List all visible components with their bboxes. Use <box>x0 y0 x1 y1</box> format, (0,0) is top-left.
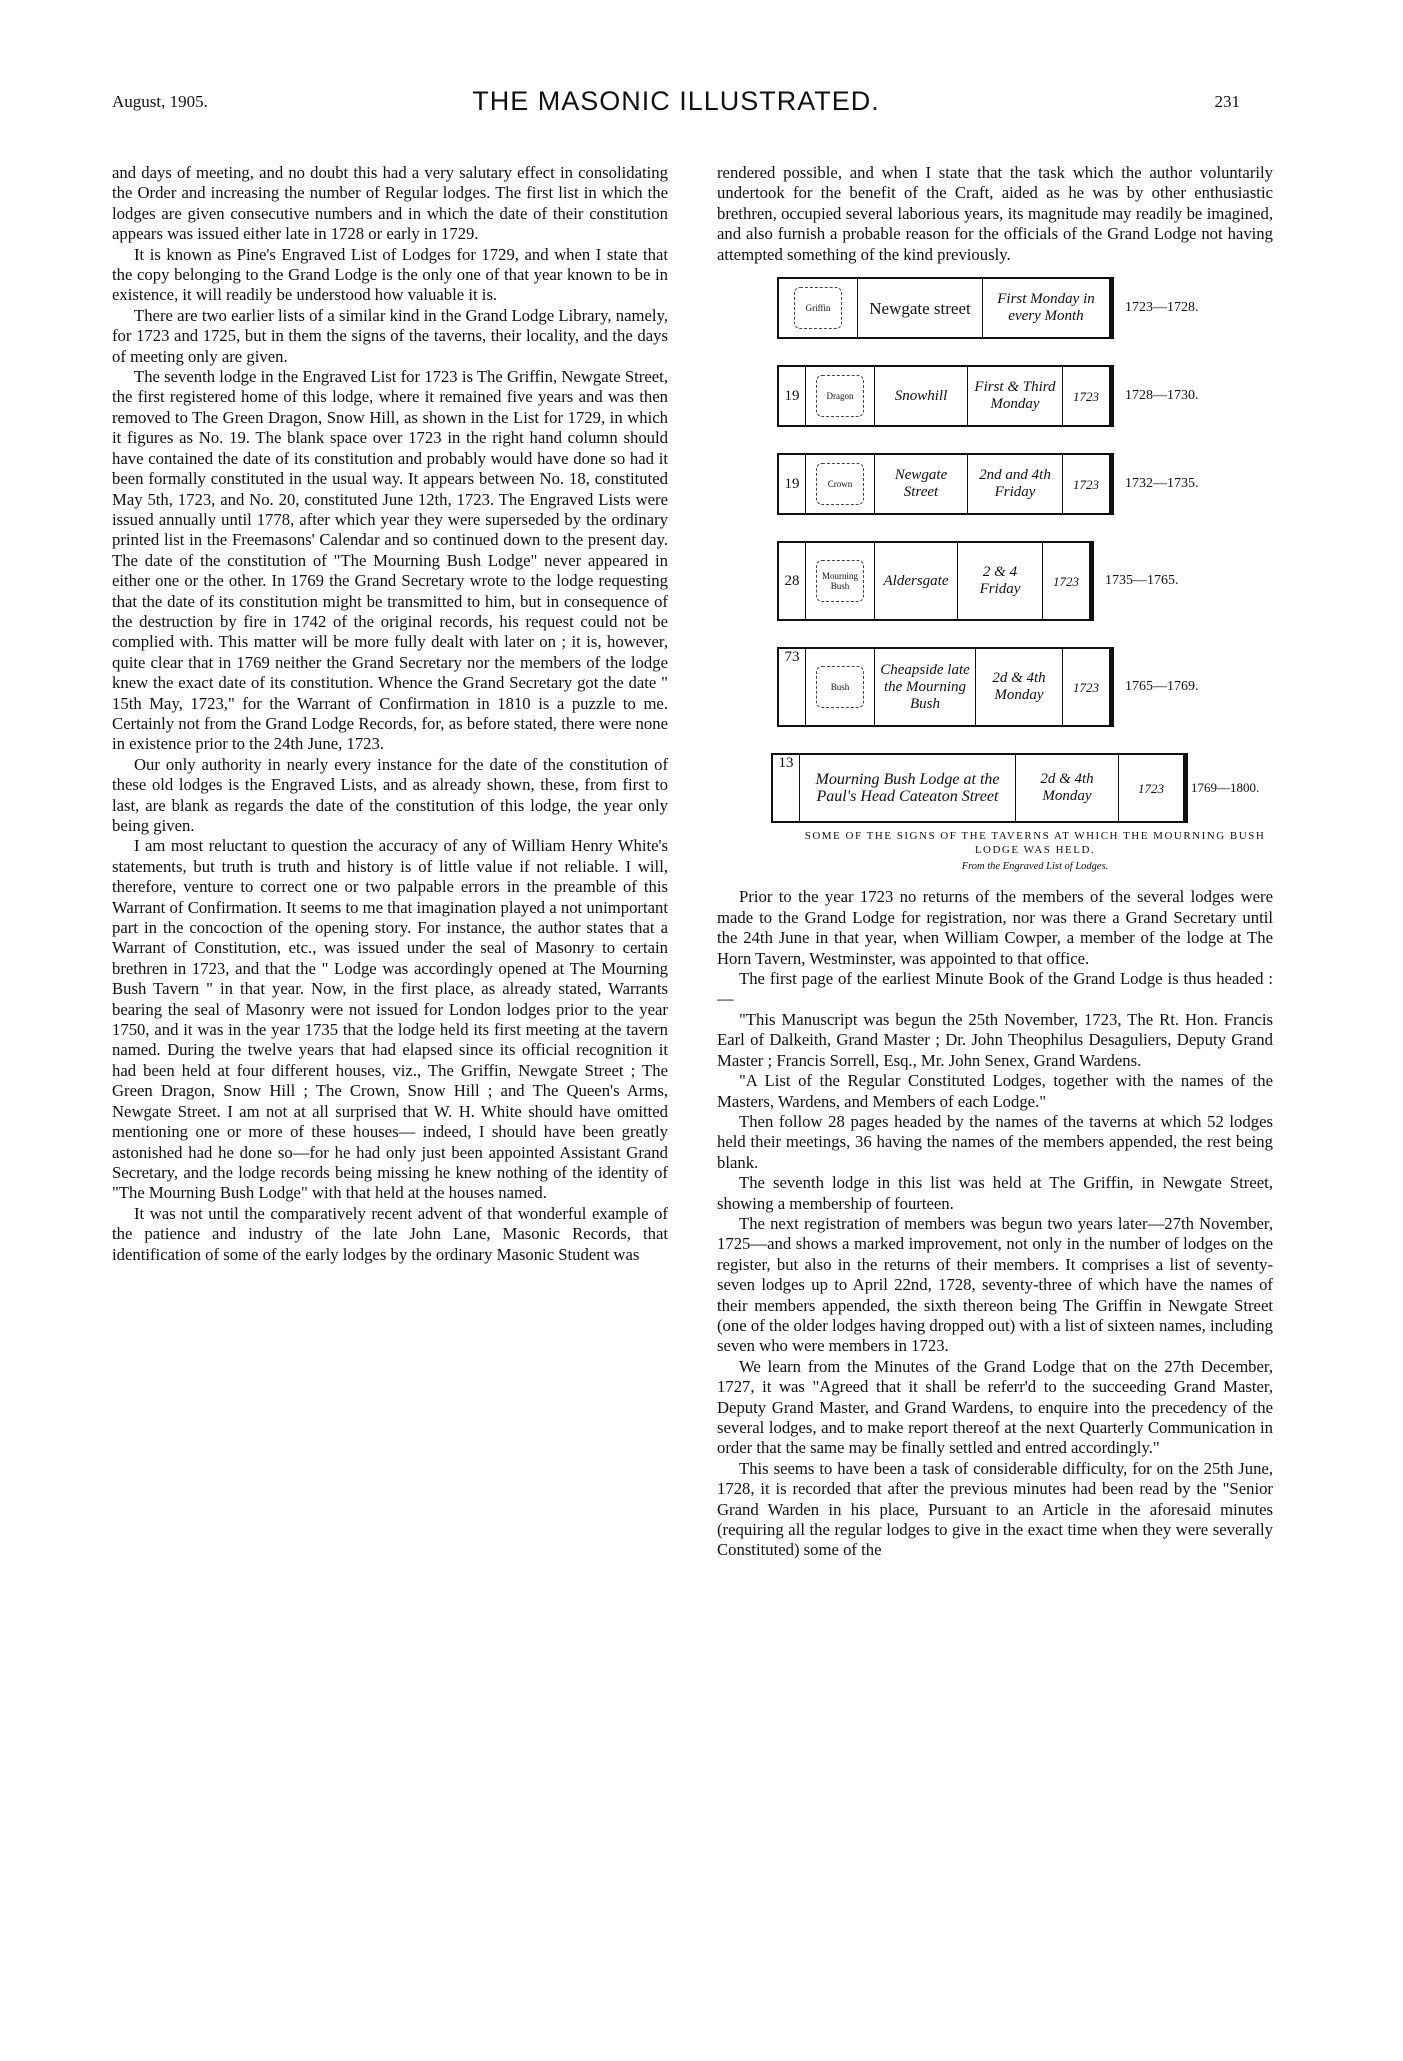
tavern-row <box>777 365 1273 427</box>
bush-sign-icon: Bush <box>816 666 864 708</box>
paragraph: I am most reluctant to question the accuracy of any of William Henry White's statements, but truth is truth and history is of little value if not reliable. I will, therefore, venture to correct one or two palpable errors in the preamble of this Warrant of Confirmation. It seems to me that imagination played a not unimportant part in the concoction of the opening story. For instance, the author states that a Warrant of Constitution, etc., was issued under the seal of Masonry to certain brethren in 1723, and that the " Lodge was accordingly opened at The Mourning Bush Tavern " in that year. Now, in the first place, as already stated, Warrants bearing the seal of Masonry were not issued for London lodges prior to the year 1750, and it was in the year 1735 that the lodge held its first meeting at the tavern named. During the twelve years that had elapsed since its official recognition it had been held at four different houses, viz., The Griffin, Newgate Street ; The Green Dragon, Snow Hill ; The Crown, Snow Hill ; and The Queen's Arms, Newgate Street. I am not at all surprised that W. H. White should have omitted mentioning one or more of these houses— indeed, I should have been greatly astonished had he done so—for he had only just been appointed Assistant Grand Secretary, and the lodge records being missing he knew nothing of the identity of "The Mourning Bush Lodge" with that held at the houses named. <box>112 836 668 1203</box>
constitution-year: 1723 <box>1053 573 1079 589</box>
masthead-title: THE MASONIC ILLUSTRATED. <box>472 86 880 116</box>
engraved-entry <box>777 647 1111 727</box>
tavern-signs-figure <box>777 277 1273 877</box>
engraved-entry <box>777 365 1111 427</box>
meeting-day: 2d & 4th Monday <box>1016 755 1119 821</box>
paragraph: The seventh lodge in the Engraved List for 1723 is The Griffin, Newgate Street, the first registered home of this lodge, where it remained five years and was then removed to The Green Dragon, Snow Hill, as shown in the List for 1729, in which it figures as No. 19. The blank space over 1723 in the right hand column should have contained the date of its constitution and probably would have done so had it been formally constituted in the usual way. It appears between No. 18, constituted May 5th, 1723, and No. 20, constituted June 12th, 1723. The Engraved Lists were issued annually until 1778, after which year they were superseded by the ordinary printed list in the Freemasons' Calendar and so continued down to the present day. The date of the constitution of "The Mourning Bush Lodge" never appeared in either one or the other. In 1769 the Grand Secretary wrote to the lodge requesting that the date of its constitution might be transmitted to him, but in consequence of the destruction by fire in 1742 of the original records, his request could not be complied with. This matter will be more fully dealt with later on ; it is, however, quite clear that in 1769 neither the Grand Secretary nor the members of the lodge knew the exact date of its constitution. Whence the Grand Secretary got the date " 15th May, 1723," for the Warrant of Confirmation in 1810 is a puzzle to me. Certainly not from the Grand Lodge Records, for, as before stated, there were none in existence prior to the 24th June, 1723. <box>112 367 668 754</box>
tavern-place: Mourning Bush Lodge at the Paul's Head Cateaton Street <box>800 755 1016 821</box>
paragraph: The first page of the earliest Minute Book of the Grand Lodge is thus headed :— <box>717 969 1273 1009</box>
lodge-number: 73 <box>779 649 806 725</box>
paragraph: "This Manuscript was begun the 25th November, 1723, The Rt. Hon. Francis Earl of Dalkeith, Grand Master ; Dr. John Theophilus Desaguliers, Deputy Grand Master ; Francis Sorrell, Esq., Mr. John Senex, Grand Wardens. <box>717 1009 1273 1070</box>
tavern-sign-cell <box>806 367 875 425</box>
tavern-sign-cell <box>806 455 875 513</box>
tenure-dates: 1728—1730. <box>1125 387 1199 403</box>
paragraph: and days of meeting, and no doubt this had a very salutary effect in consolidating the Order and increasing the number of Regular lodges. The first list in which the lodges are given consecutive numbers and in which the date of their constitution appears was issued either late in 1728 or early in 1729. <box>112 163 668 244</box>
paragraph: Our only authority in nearly every instance for the date of the constitution of these old lodges is the Engraved Lists, and as already shown, these, from first to last, are blank as regards the date of the constitution of this lodge, the year only being given. <box>112 754 668 835</box>
paragraph: This seems to have been a task of considerable difficulty, for on the 25th June, 1728, it is recorded that after the previous minutes had been read by the "Senior Grand Warden in his place, Pursuant to an Article in the aforesaid minutes (requiring all the regular lodges to give in the exact time when they were severally Constituted) some of the <box>717 1458 1273 1560</box>
tavern-sign-cell <box>806 543 875 619</box>
lodge-number: 19 <box>779 367 806 425</box>
constitution-year: 1723 <box>1073 388 1099 404</box>
tavern-row <box>777 753 1273 823</box>
paragraph: "A List of the Regular Constituted Lodges, together with the names of the Masters, Wardens, and Members of each Lodge." <box>717 1071 1273 1111</box>
crown-sign-icon: Crown <box>816 463 864 505</box>
constitution-year: 1723 <box>1073 679 1099 695</box>
engraved-entry <box>777 277 1111 339</box>
dragon-sign-icon: Dragon <box>816 375 864 417</box>
griffin-sign-icon: Griffin <box>794 287 842 329</box>
tavern-place: Cheapside late the Mourning Bush <box>875 649 976 725</box>
paragraph: There are two earlier lists of a similar kind in the Grand Lodge Library, namely, for 1723 and 1725, but in them the signs of the taverns, their locality, and the days of meeting only are given. <box>112 305 668 366</box>
tavern-place: Newgate street <box>858 279 983 337</box>
engraved-entry <box>771 753 1185 823</box>
tavern-sign-cell <box>779 279 858 337</box>
lodge-number: 28 <box>779 543 806 619</box>
tavern-row <box>777 453 1273 515</box>
paragraph: It is known as Pine's Engraved List of Lodges for 1729, and when I state that the copy belonging to the Grand Lodge is the only one of that year known to be in existence, it will readily be understood how valuable it is. <box>112 244 668 305</box>
tenure-dates: 1769—1800. <box>1191 779 1260 795</box>
paragraph: rendered possible, and when I state that the task which the author voluntarily undertook for the benefit of the Craft, aided as he was by other enthusiastic brethren, occupied several laborious years, its magnitude may readily be imagined, and also furnish a probable reason for the officials of the Grand Lodge not having attempted something of the kind previously. <box>717 163 1273 264</box>
meeting-day: 2 & 4 Friday <box>958 543 1043 619</box>
paragraph: The next registration of members was begun two years later—27th November, 1725—and shows a marked improvement, not only in the number of lodges on the register, but also in the returns of their members. It comprises a list of seventy-seven lodges up to April 22nd, 1728, seventy-three of which have the names of their members appended, the sixth thereon being The Griffin in Newgate Street (one of the older lodges having dropped out) with a list of sixteen names, including seven who were members in 1723. <box>717 1213 1273 1356</box>
meeting-day: First & Third Monday <box>968 367 1063 425</box>
tavern-place: Aldersgate <box>875 543 958 619</box>
page-header <box>112 86 1240 122</box>
right-column <box>717 163 1273 1561</box>
paragraph: Then follow 28 pages headed by the names of the taverns at which 52 lodges held their meetings, 36 having the names of the members appended, the rest being blank. <box>717 1111 1273 1172</box>
page-number: 231 <box>1214 92 1240 111</box>
tenure-dates: 1765—1769. <box>1125 678 1199 694</box>
tavern-row <box>777 541 1273 621</box>
tenure-dates: 1723—1728. <box>1125 299 1199 315</box>
lodge-number: 13 <box>773 755 800 821</box>
tavern-row <box>777 277 1273 339</box>
lodge-number: 19 <box>779 455 806 513</box>
tavern-sign-cell <box>806 649 875 725</box>
constitution-year: 1723 <box>1138 780 1164 796</box>
engraved-entry <box>777 541 1091 621</box>
paragraph: The seventh lodge in this list was held at The Griffin, in Newgate Street, showing a membership of fourteen. <box>717 1173 1273 1213</box>
figure-caption: SOME OF THE SIGNS OF THE TAVERNS AT WHICH THE MOURNING BUSH LODGE WAS HELD. <box>804 830 1266 857</box>
issue-date: August, 1905. <box>112 92 208 111</box>
meeting-day: 2nd and 4th Friday <box>968 455 1063 513</box>
meeting-day: 2d & 4th Monday <box>976 649 1063 725</box>
tavern-row <box>777 647 1273 727</box>
tenure-dates: 1732—1735. <box>1125 475 1199 491</box>
tenure-dates: 1735—1765. <box>1105 572 1179 588</box>
tavern-place: Snowhill <box>875 367 968 425</box>
paragraph: It was not until the comparatively recent advent of that wonderful example of the patience and industry of the late John Lane, Masonic Records, that identification of some of the early lodges by the ordinary Masonic Student was <box>112 1203 668 1264</box>
paragraph: Prior to the year 1723 no returns of the members of the several lodges were made to the Grand Lodge for registration, nor was there a Grand Secretary until the 24th June in that year, when William Cowper, a member of the lodge at The Horn Tavern, Westminster, was appointed to that office. <box>717 887 1273 968</box>
left-column <box>112 163 668 1265</box>
mourning-bush-sign-icon: Mourning Bush <box>816 560 864 602</box>
figure-credit: From the Engraved List of Lodges. <box>961 861 1109 873</box>
engraved-entry <box>777 453 1111 515</box>
tavern-place: Newgate Street <box>875 455 968 513</box>
constitution-year: 1723 <box>1073 476 1099 492</box>
paragraph: We learn from the Minutes of the Grand Lodge that on the 27th December, 1727, it was "Agreed that it shall be referr'd to the succeeding Grand Master, Deputy Grand Master, and Grand Wardens, to enquire into the precedency of the several lodges, and to make report thereof at the next Quarterly Communication in order that the same may be finally settled and entred accordingly." <box>717 1356 1273 1458</box>
meeting-day: First Monday in every Month <box>997 291 1095 325</box>
